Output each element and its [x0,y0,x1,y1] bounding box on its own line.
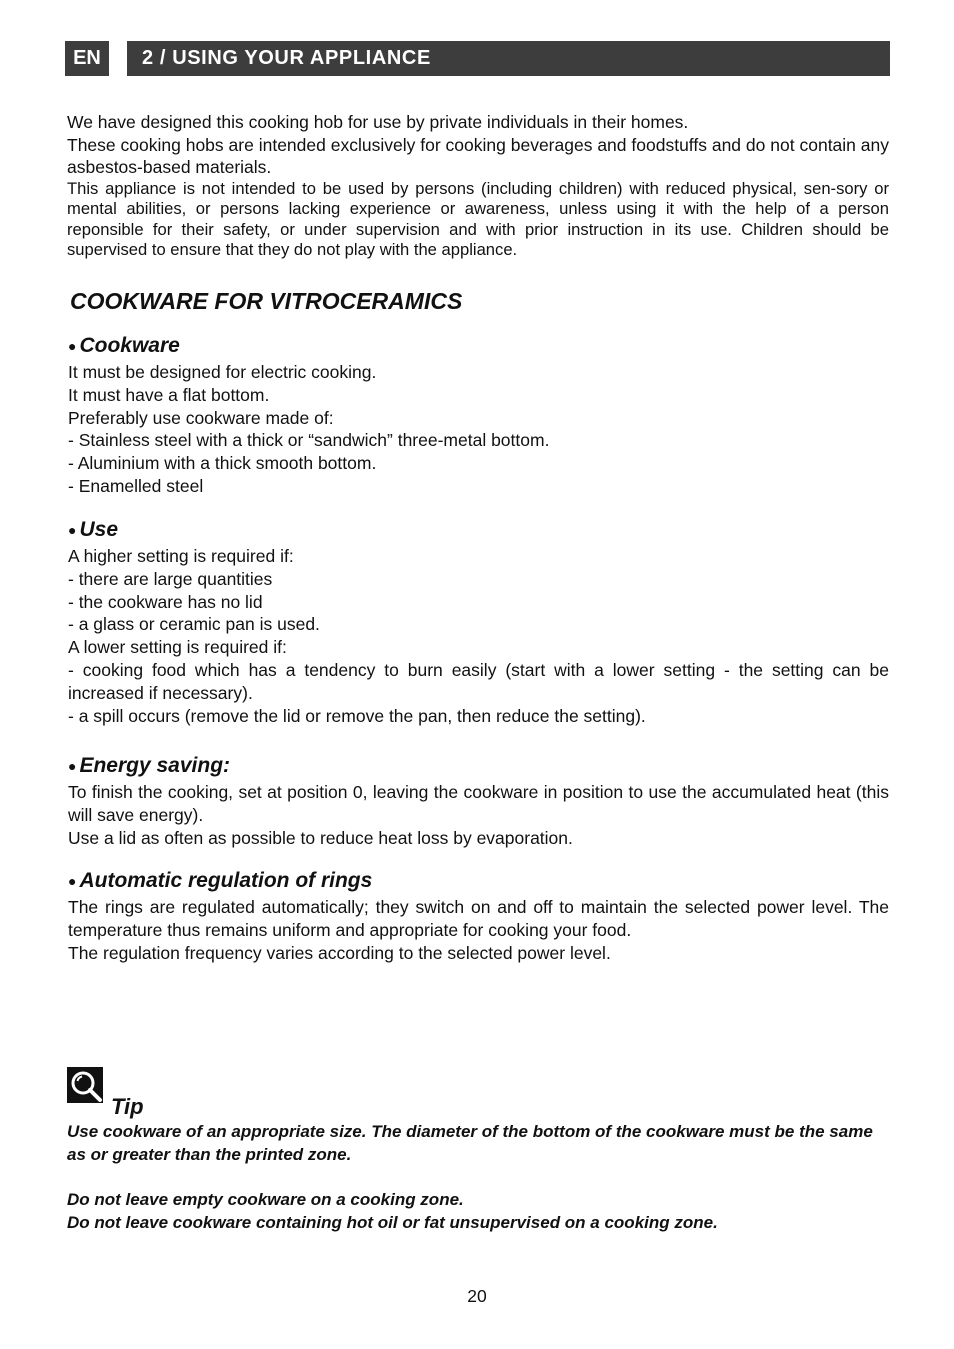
tip-line: Do not leave empty cookware on a cooking zone. [67,1190,464,1209]
magnifier-icon [67,1067,103,1103]
text-line: - Stainless steel with a thick or “sandwich” three-metal bottom. [68,430,550,451]
section-heading-text: Use [79,518,118,541]
text-line: - Enamelled steel [68,475,204,496]
text-line: Preferably use cookware made of: [68,407,334,428]
tip-title: Tip [111,1094,144,1119]
section-heading-text: Energy saving: [79,754,231,777]
text-line: - a spill occurs (remove the lid or remove the pan, then reduce the setting). [68,705,646,726]
text-line: The regulation frequency varies according to the selected power level. [68,942,611,963]
tip-line: Use cookware of an appropriate size. The diameter of the bottom of the cookware must be the same as or greater than the printed zone. [67,1122,873,1164]
text-line: To finish the cooking, set at position 0, leaving the cookware in position to use the accumulated heat (this will save energy). [68,782,889,825]
text-line: - the cookware has no lid [68,591,263,612]
section-heading [68,333,889,359]
page-title: COOKWARE FOR VITROCERAMICS [70,288,463,314]
page-header [65,41,890,76]
text-line: A lower setting is required if: [68,637,287,658]
tip-line: Do not leave cookware containing hot oil or fat unsupervised on a cooking zone. [67,1212,718,1232]
intro-paragraph: This appliance is not intended to be used by persons (including children) with reduced physical, sen-sory or mental abilities, or persons lacking experience or awareness, unless using it with the help of a person reponsible for their safety, or under supervision and with prior instruction in its use. Children should be supervised to ensure that they do not play with the appliance. [67,178,889,259]
text-line: It must have a flat bottom. [68,384,270,405]
section-heading-text: Cookware [79,334,180,357]
section-cookware [68,333,889,498]
section-heading [68,753,889,779]
bullet-icon: ● [68,522,77,538]
text-line: - Aluminium with a thick smooth bottom. [68,453,377,474]
intro-paragraph: We have designed this cooking hob for use by private individuals in their homes. [67,112,689,132]
tip-text [67,1121,889,1234]
section-automatic-regulation [68,868,889,964]
text-line: - a glass or ceramic pan is used. [68,614,320,635]
text-line: It must be designed for electric cooking. [68,362,377,382]
intro-text [67,111,889,261]
section-heading [68,517,889,543]
section-use [68,517,889,727]
page-number: 20 [467,1286,487,1306]
bullet-icon: ● [68,758,77,774]
language-badge: EN [65,41,109,76]
text-line: The rings are regulated automatically; they switch on and off to maintain the selected power level. The temperature thus remains uniform and appropriate for cooking your food. [68,897,889,940]
bullet-icon: ● [68,873,77,889]
section-heading-text: Automatic regulation of rings [79,869,373,892]
text-line: Use a lid as often as possible to reduce heat loss by evaporation. [68,827,573,848]
intro-paragraph: These cooking hobs are intended exclusively for cooking beverages and foodstuffs and do not contain any asbestos-based materials. [67,134,889,177]
text-line: - cooking food which has a tendency to burn easily (start with a lower setting - the setting can be increased if necessary). [68,659,889,703]
text-line: A higher setting is required if: [68,546,294,566]
bullet-icon: ● [68,338,77,354]
section-heading [68,868,889,894]
section-energy-saving [68,753,889,849]
chapter-title-bar: 2 / USING YOUR APPLIANCE [127,41,890,76]
text-line: - there are large quantities [68,568,273,589]
